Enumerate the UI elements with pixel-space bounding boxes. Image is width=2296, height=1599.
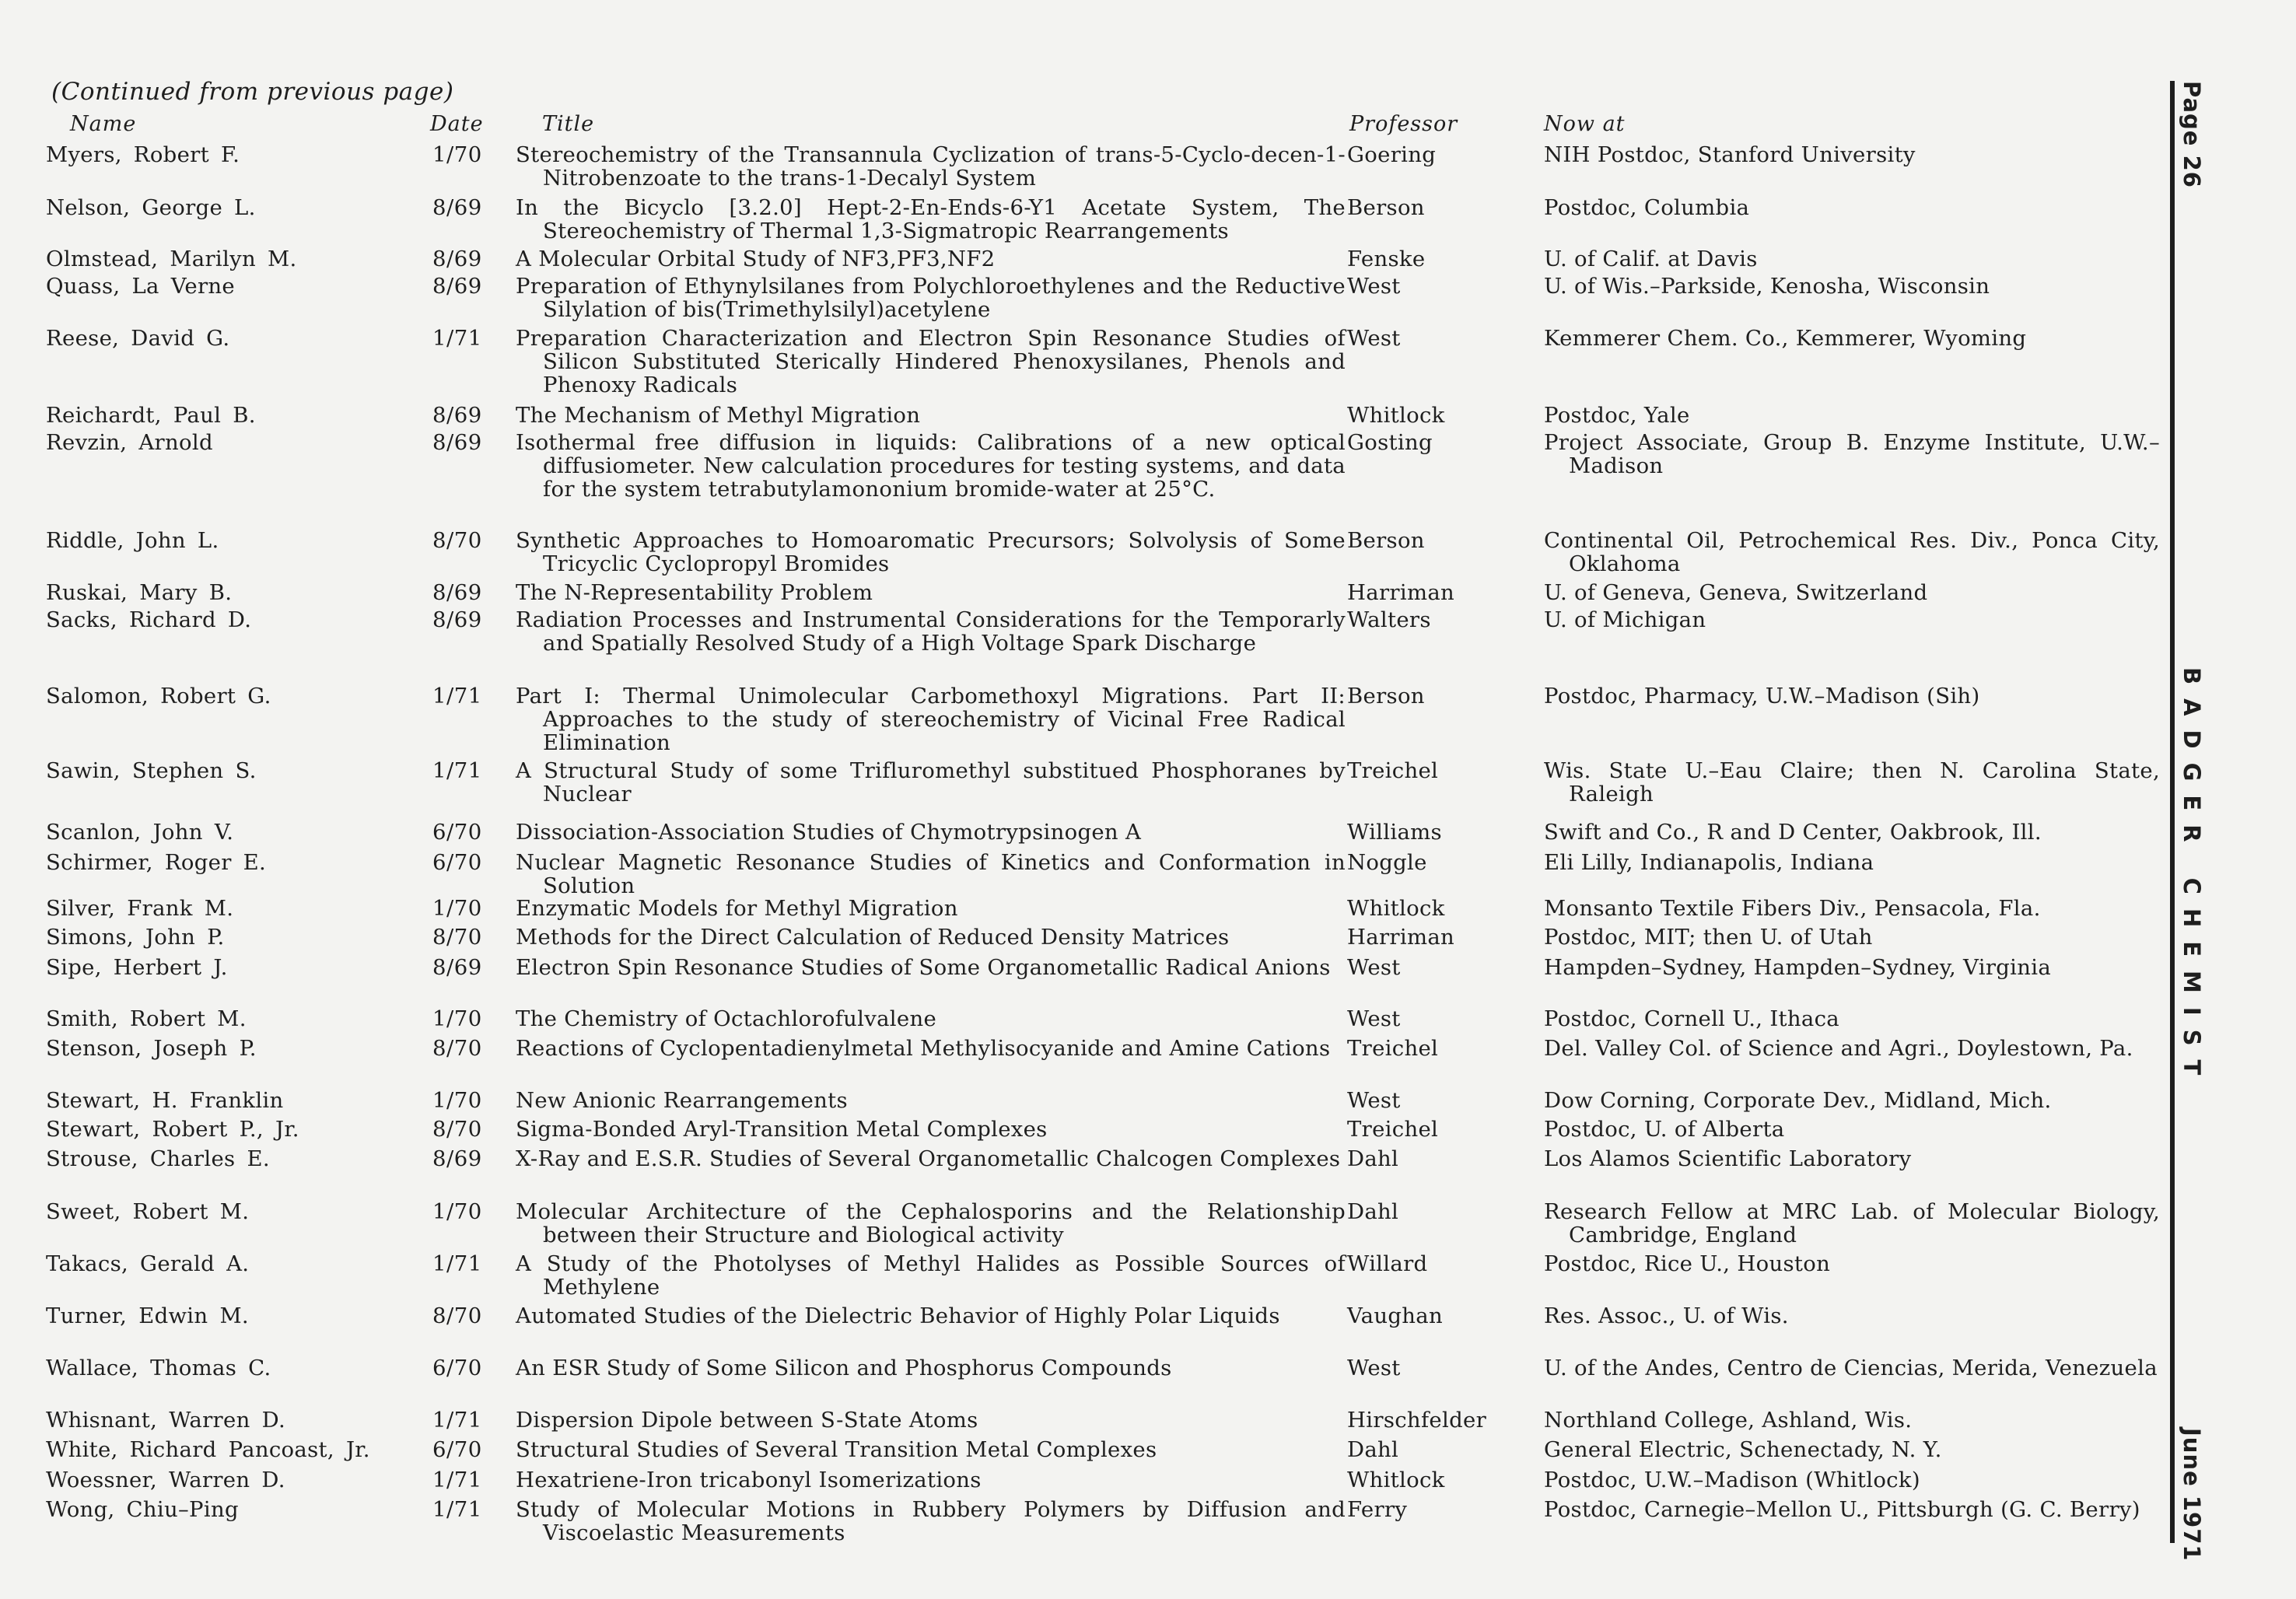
row-professor: Gosting <box>1347 430 1433 455</box>
row-now-at: Continental Oil, Petrochemical Res. Div., Ponca City, Oklahoma <box>1544 528 2160 576</box>
row-date: 8/70 <box>432 1303 482 1328</box>
header-date: Date <box>430 112 484 136</box>
row-now-at: Wis. State U.–Eau Claire; then N. Carolina State, Raleigh <box>1544 758 2160 806</box>
row-date: 1/71 <box>432 1408 482 1433</box>
row-name: Schirmer, Roger E. <box>46 850 267 875</box>
row-date: 8/69 <box>432 607 482 632</box>
row-now-at: Postdoc, Pharmacy, U.W.–Madison (Sih) <box>1544 684 1980 709</box>
row-title: Reactions of Cyclopentadienylmetal Methylisocyanide and Amine Cations <box>516 1036 1331 1061</box>
row-professor: West <box>1347 274 1401 299</box>
row-title: An ESR Study of Some Silicon and Phosphorus Compounds <box>516 1356 1172 1380</box>
row-now-at: Postdoc, Yale <box>1544 403 1690 428</box>
row-title: Part I: Thermal Unimolecular Carbomethoxyl Migrations. Part II: Approaches to the study of stereochemistry of Vicinal Free Radical Elimination <box>516 684 1346 755</box>
row-date: 1/71 <box>432 684 482 709</box>
row-now-at: U. of Geneva, Geneva, Switzerland <box>1544 580 1928 605</box>
row-date: 1/70 <box>432 1088 482 1113</box>
row-date: 8/69 <box>432 274 482 299</box>
row-date: 1/71 <box>432 1251 482 1276</box>
row-professor: Williams <box>1347 820 1442 845</box>
row-now-at: Postdoc, U. of Alberta <box>1544 1117 1785 1142</box>
row-date: 1/70 <box>432 1199 482 1224</box>
row-professor: West <box>1347 1006 1401 1031</box>
row-date: 1/71 <box>432 326 482 351</box>
row-now-at: Research Fellow at MRC Lab. of Molecular Biology, Cambridge, England <box>1544 1199 2160 1247</box>
row-name: Myers, Robert F. <box>46 142 240 167</box>
row-name: Simons, John P. <box>46 925 225 950</box>
row-now-at: Swift and Co., R and D Center, Oakbrook, Ill. <box>1544 820 2042 845</box>
row-title: Synthetic Approaches to Homoaromatic Precursors; Solvolysis of Some Tricyclic Cyclopropyl Bromides <box>516 528 1346 576</box>
row-professor: Harriman <box>1347 580 1455 605</box>
row-title: The Chemistry of Octachlorofulvalene <box>516 1006 937 1031</box>
header-professor: Professor <box>1349 112 1458 136</box>
row-now-at: Postdoc, MIT; then U. of Utah <box>1544 925 1873 950</box>
row-date: 8/69 <box>432 430 482 455</box>
row-now-at: Del. Valley Col. of Science and Agri., Doylestown, Pa. <box>1544 1036 2133 1061</box>
header-title: Title <box>542 112 595 136</box>
row-professor: Treichel <box>1347 1036 1439 1061</box>
row-professor: Hirschfelder <box>1347 1408 1487 1433</box>
row-title: Sigma-Bonded Aryl-Transition Metal Complexes <box>516 1117 1048 1142</box>
row-title: Structural Studies of Several Transition Metal Complexes <box>516 1437 1157 1462</box>
row-title: Dissociation-Association Studies of Chymotrypsinogen A <box>516 820 1142 845</box>
row-name: Scanlon, John V. <box>46 820 234 845</box>
row-now-at: Postdoc, Rice U., Houston <box>1544 1251 1831 1276</box>
row-title: Study of Molecular Motions in Rubbery Polymers by Diffusion and Viscoelastic Measurements <box>516 1497 1346 1545</box>
continued-note: (Continued from previous page) <box>51 78 454 106</box>
row-now-at: U. of Calif. at Davis <box>1544 247 1758 271</box>
row-date: 6/70 <box>432 820 482 845</box>
row-title: Stereochemistry of the Transannula Cyclization of trans-5-Cyclo-decen-1-Nitrobenzoate to the trans-1-Decalyl System <box>516 142 1346 191</box>
row-professor: Berson <box>1347 195 1425 220</box>
row-title: In the Bicyclo [3.2.0] Hept-2-En-Ends-6-Y1 Acetate System, The Stereochemistry of Thermal 1,3-Sigmatropic Rearrangements <box>516 195 1346 243</box>
row-now-at: Postdoc, U.W.–Madison (Whitlock) <box>1544 1468 1920 1492</box>
row-name: Riddle, John L. <box>46 528 219 553</box>
row-title: Radiation Processes and Instrumental Considerations for the Temporarly and Spatially Resolved Study of a High Voltage Spark Discharge <box>516 607 1346 656</box>
row-now-at: Northland College, Ashland, Wis. <box>1544 1408 1913 1433</box>
row-date: 1/71 <box>432 1468 482 1492</box>
row-name: Turner, Edwin M. <box>46 1303 249 1328</box>
row-date: 8/70 <box>432 1117 482 1142</box>
row-professor: West <box>1347 326 1401 351</box>
row-date: 1/71 <box>432 758 482 783</box>
row-professor: Harriman <box>1347 925 1455 950</box>
row-professor: West <box>1347 1088 1401 1113</box>
row-name: Reese, David G. <box>46 326 230 351</box>
row-professor: Noggle <box>1347 850 1427 875</box>
row-date: 6/70 <box>432 1437 482 1462</box>
row-professor: Willard <box>1347 1251 1428 1276</box>
row-now-at: Los Alamos Scientific Laboratory <box>1544 1146 1912 1171</box>
row-professor: Dahl <box>1347 1146 1399 1171</box>
row-name: Salomon, Robert G. <box>46 684 271 709</box>
row-name: Sawin, Stephen S. <box>46 758 257 783</box>
row-date: 1/70 <box>432 142 482 167</box>
row-now-at: Project Associate, Group B. Enzyme Institute, U.W.–Madison <box>1544 430 2160 478</box>
row-name: White, Richard Pancoast, Jr. <box>46 1437 370 1462</box>
row-title: Dispersion Dipole between S-State Atoms <box>516 1408 978 1433</box>
row-title: Methods for the Direct Calculation of Reduced Density Matrices <box>516 925 1230 950</box>
row-title: A Study of the Photolyses of Methyl Halides as Possible Sources of Methylene <box>516 1251 1346 1300</box>
row-now-at: Postdoc, Columbia <box>1544 195 1750 220</box>
row-name: Nelson, George L. <box>46 195 256 220</box>
row-date: 8/69 <box>432 1146 482 1171</box>
row-professor: Whitlock <box>1347 896 1445 921</box>
row-now-at: Eli Lilly, Indianapolis, Indiana <box>1544 850 1874 875</box>
row-name: Quass, La Verne <box>46 274 235 299</box>
row-professor: Whitlock <box>1347 1468 1445 1492</box>
row-title: Preparation of Ethynylsilanes from Polychloroethylenes and the Reductive Silylation of bis(Trimethylsilyl)acetylene <box>516 274 1346 322</box>
row-professor: West <box>1347 955 1401 980</box>
row-now-at: General Electric, Schenectady, N. Y. <box>1544 1437 1942 1462</box>
page-number: Page 26 <box>2179 81 2205 188</box>
row-name: Revzin, Arnold <box>46 430 213 455</box>
row-date: 8/69 <box>432 580 482 605</box>
row-professor: Berson <box>1347 684 1425 709</box>
row-professor: Vaughan <box>1347 1303 1443 1328</box>
row-name: Smith, Robert M. <box>46 1006 247 1031</box>
row-now-at: U. of Michigan <box>1544 607 1706 632</box>
row-name: Wong, Chiu–Ping <box>46 1497 239 1522</box>
row-title: Enzymatic Models for Methyl Migration <box>516 896 958 921</box>
row-professor: West <box>1347 1356 1401 1380</box>
row-name: Strouse, Charles E. <box>46 1146 270 1171</box>
row-name: Sipe, Herbert J. <box>46 955 228 980</box>
row-name: Stewart, H. Franklin <box>46 1088 284 1113</box>
row-name: Ruskai, Mary B. <box>46 580 233 605</box>
row-professor: Treichel <box>1347 1117 1439 1142</box>
row-name: Olmstead, Marilyn M. <box>46 247 297 271</box>
row-now-at: Postdoc, Carnegie–Mellon U., Pittsburgh (G. C. Berry) <box>1544 1497 2140 1522</box>
row-professor: Dahl <box>1347 1199 1399 1224</box>
row-now-at: Dow Corning, Corporate Dev., Midland, Mich. <box>1544 1088 2052 1113</box>
row-date: 8/70 <box>432 1036 482 1061</box>
vertical-rule <box>2170 81 2175 1543</box>
row-title: Molecular Architecture of the Cephalosporins and the Relationship between their Structure and Biological activity <box>516 1199 1346 1247</box>
row-now-at: Kemmerer Chem. Co., Kemmerer, Wyoming <box>1544 326 2027 351</box>
row-now-at: Monsanto Textile Fibers Div., Pensacola, Fla. <box>1544 896 2041 921</box>
row-title: X-Ray and E.S.R. Studies of Several Organometallic Chalcogen Complexes <box>516 1146 1341 1171</box>
row-professor: Treichel <box>1347 758 1439 783</box>
row-name: Woessner, Warren D. <box>46 1468 285 1492</box>
row-title: Automated Studies of the Dielectric Behavior of Highly Polar Liquids <box>516 1303 1280 1328</box>
row-professor: Ferry <box>1347 1497 1408 1522</box>
row-date: 8/69 <box>432 403 482 428</box>
row-name: Takacs, Gerald A. <box>46 1251 250 1276</box>
issue-date: June 1971 <box>2179 1428 2205 1562</box>
row-professor: Goering <box>1347 142 1437 167</box>
row-name: Sweet, Robert M. <box>46 1199 250 1224</box>
row-date: 1/70 <box>432 1006 482 1031</box>
row-now-at: NIH Postdoc, Stanford University <box>1544 142 1916 167</box>
row-date: 6/70 <box>432 850 482 875</box>
row-name: Stewart, Robert P., Jr. <box>46 1117 299 1142</box>
row-now-at: Postdoc, Cornell U., Ithaca <box>1544 1006 1840 1031</box>
row-date: 1/70 <box>432 896 482 921</box>
header-now-at: Now at <box>1544 112 1626 136</box>
row-professor: Dahl <box>1347 1437 1399 1462</box>
row-date: 8/69 <box>432 195 482 220</box>
row-title: A Molecular Orbital Study of NF3,PF3,NF2 <box>516 247 996 271</box>
row-date: 8/70 <box>432 528 482 553</box>
publication-title: BADGER CHEMIST <box>2179 667 2205 1090</box>
row-professor: Berson <box>1347 528 1425 553</box>
row-title: The Mechanism of Methyl Migration <box>516 403 921 428</box>
row-name: Wallace, Thomas C. <box>46 1356 271 1380</box>
row-date: 8/69 <box>432 247 482 271</box>
header-name: Name <box>70 112 137 136</box>
row-title: A Structural Study of some Trifluromethyl substitued Phosphoranes by Nuclear <box>516 758 1346 806</box>
row-name: Silver, Frank M. <box>46 896 234 921</box>
row-professor: Walters <box>1347 607 1431 632</box>
row-now-at: Hampden–Sydney, Hampden–Sydney, Virginia <box>1544 955 2052 980</box>
row-title: New Anionic Rearrangements <box>516 1088 848 1113</box>
row-date: 8/70 <box>432 925 482 950</box>
row-name: Stenson, Joseph P. <box>46 1036 257 1061</box>
row-date: 8/69 <box>432 955 482 980</box>
row-title: The N-Representability Problem <box>516 580 873 605</box>
row-now-at: U. of the Andes, Centro de Ciencias, Merida, Venezuela <box>1544 1356 2158 1380</box>
row-title: Isothermal free diffusion in liquids: Calibrations of a new optical diffusiometer. New calculation procedures for testing systems, and data for the system tetrabutylamononium bromide-water at 25°C. <box>516 430 1346 502</box>
row-title: Nuclear Magnetic Resonance Studies of Kinetics and Conformation in Solution <box>516 850 1346 898</box>
row-date: 1/71 <box>432 1497 482 1522</box>
row-title: Hexatriene-Iron tricabonyl Isomerizations <box>516 1468 982 1492</box>
row-name: Whisnant, Warren D. <box>46 1408 286 1433</box>
row-name: Reichardt, Paul B. <box>46 403 256 428</box>
row-title: Electron Spin Resonance Studies of Some Organometallic Radical Anions <box>516 955 1331 980</box>
row-now-at: U. of Wis.–Parkside, Kenosha, Wisconsin <box>1544 274 1990 299</box>
row-name: Sacks, Richard D. <box>46 607 252 632</box>
row-date: 6/70 <box>432 1356 482 1380</box>
row-title: Preparation Characterization and Electron Spin Resonance Studies of Silicon Substituted Sterically Hindered Phenoxysilanes, Phenols and Phenoxy Radicals <box>516 326 1346 397</box>
row-professor: Whitlock <box>1347 403 1445 428</box>
row-now-at: Res. Assoc., U. of Wis. <box>1544 1303 1789 1328</box>
row-professor: Fenske <box>1347 247 1426 271</box>
